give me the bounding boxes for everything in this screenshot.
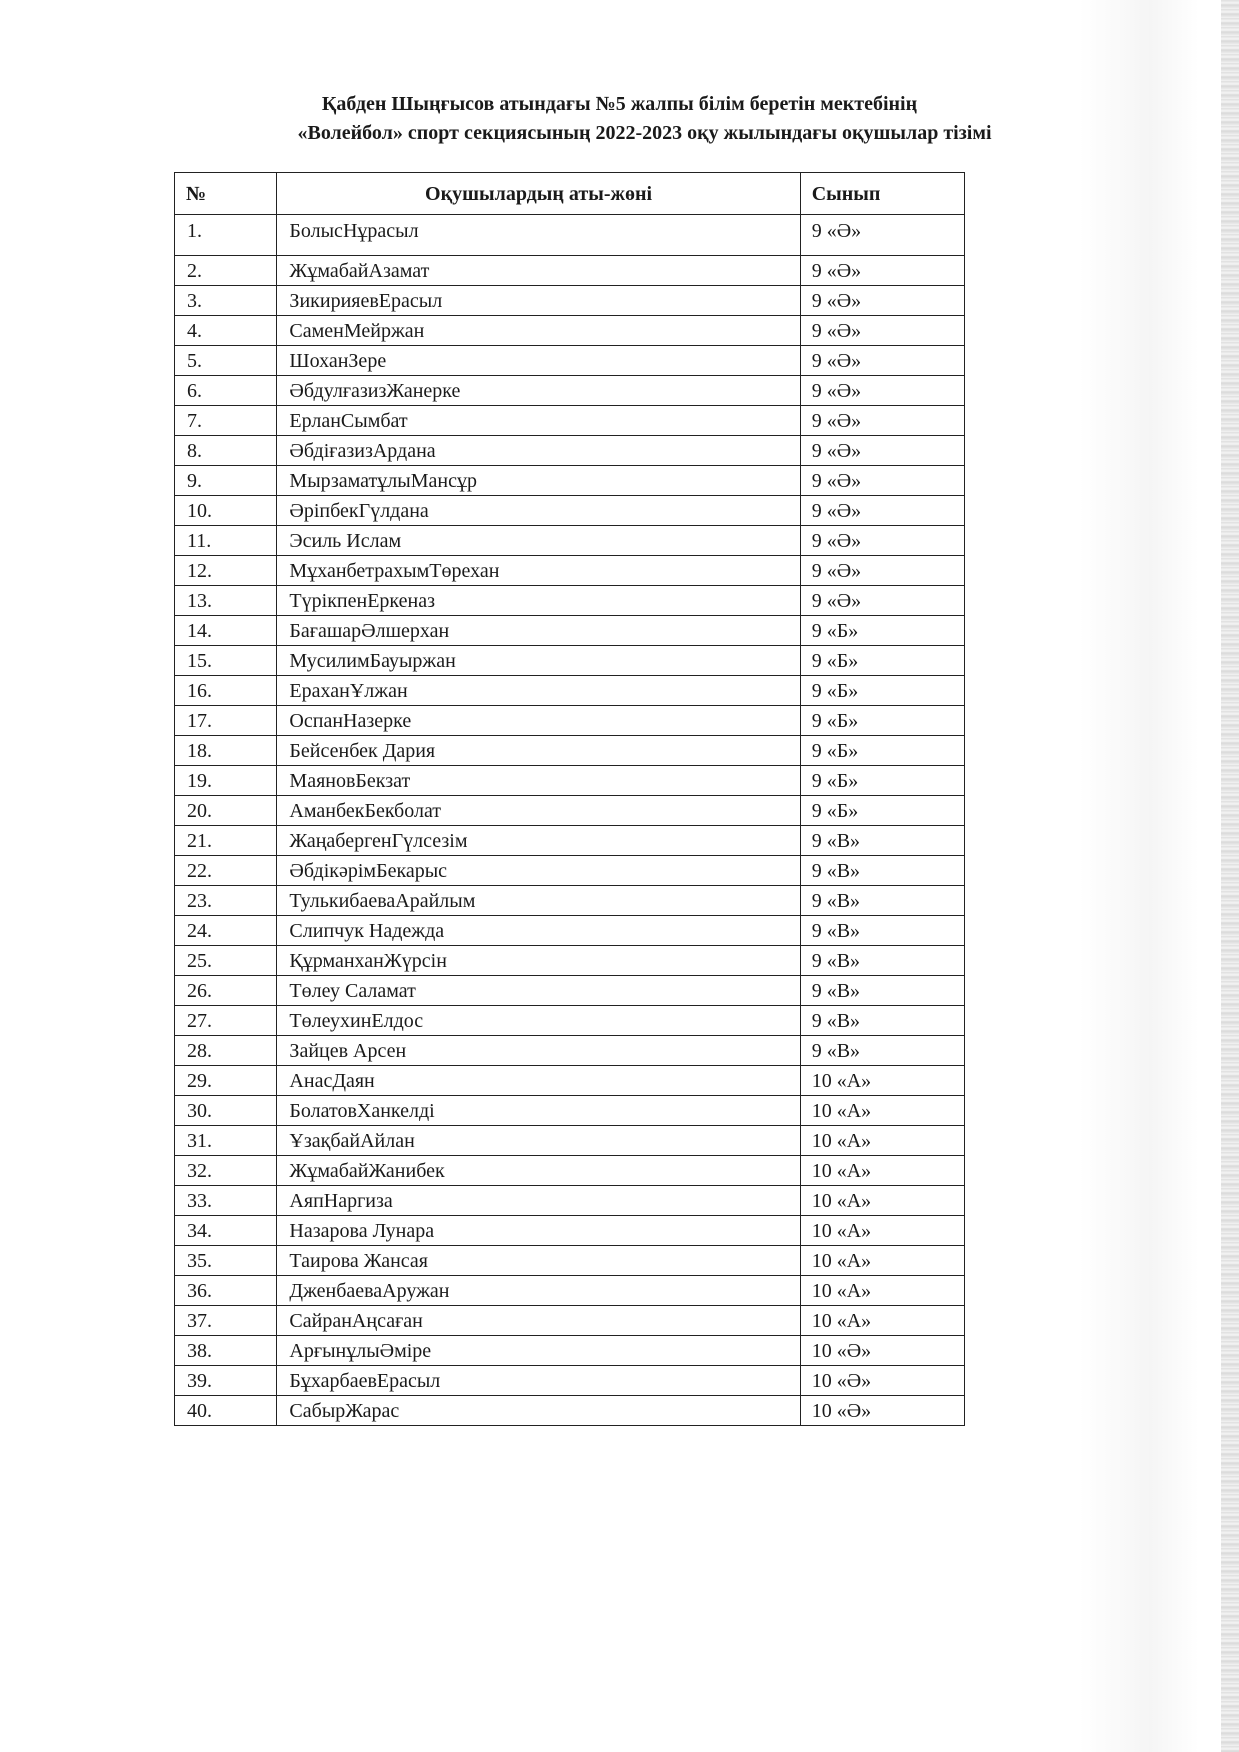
student-name: ТүрікпенЕркеназ xyxy=(277,586,800,616)
student-name: Зайцев Арсен xyxy=(277,1036,800,1066)
student-class: 9 «В» xyxy=(800,976,964,1006)
student-class: 10 «Ә» xyxy=(800,1336,964,1366)
row-number: 21. xyxy=(175,826,277,856)
student-name: ҚұрманханЖүрсін xyxy=(277,946,800,976)
row-number: 13. xyxy=(175,586,277,616)
row-number: 40. xyxy=(175,1396,277,1426)
row-number: 11. xyxy=(175,526,277,556)
student-class: 9 «Ә» xyxy=(800,316,964,346)
student-class: 9 «Ә» xyxy=(800,406,964,436)
table-row xyxy=(175,1216,965,1246)
row-number: 2. xyxy=(175,256,277,286)
student-name: ТөлеухинЕлдос xyxy=(277,1006,800,1036)
student-name: ӘбдікәрімБекарыс xyxy=(277,856,800,886)
row-number: 37. xyxy=(175,1306,277,1336)
student-name: ТулькибаеваАрайлым xyxy=(277,886,800,916)
table-row xyxy=(175,826,965,856)
table-row xyxy=(175,1096,965,1126)
student-class: 9 «В» xyxy=(800,826,964,856)
row-number: 24. xyxy=(175,916,277,946)
row-number: 27. xyxy=(175,1006,277,1036)
student-class: 9 «Б» xyxy=(800,616,964,646)
student-class: 9 «Ә» xyxy=(800,556,964,586)
table-row xyxy=(175,676,965,706)
student-class: 9 «Б» xyxy=(800,706,964,736)
student-class: 9 «Б» xyxy=(800,676,964,706)
student-name: МырзаматұлыМансұр xyxy=(277,466,800,496)
table-row xyxy=(175,1246,965,1276)
student-name: ШоханЗере xyxy=(277,346,800,376)
table-row xyxy=(175,1036,965,1066)
student-name: СайранАңсаған xyxy=(277,1306,800,1336)
student-class: 9 «Ә» xyxy=(800,376,964,406)
table-row xyxy=(175,286,965,316)
row-number: 29. xyxy=(175,1066,277,1096)
student-class: 9 «Ә» xyxy=(800,496,964,526)
student-class: 10 «А» xyxy=(800,1096,964,1126)
student-name: ӘбдулғазизЖанерке xyxy=(277,376,800,406)
scan-shadow xyxy=(1079,0,1199,1752)
table-body xyxy=(175,215,965,1426)
student-class: 9 «Б» xyxy=(800,646,964,676)
row-number: 17. xyxy=(175,706,277,736)
student-class: 9 «Ә» xyxy=(800,586,964,616)
row-number: 33. xyxy=(175,1186,277,1216)
student-class: 9 «Ә» xyxy=(800,256,964,286)
student-name: БұхарбаевЕрасыл xyxy=(277,1366,800,1396)
student-class: 10 «Ә» xyxy=(800,1396,964,1426)
student-name: Таирова Жансая xyxy=(277,1246,800,1276)
student-class: 9 «Ә» xyxy=(800,346,964,376)
table-row xyxy=(175,616,965,646)
row-number: 38. xyxy=(175,1336,277,1366)
table-row xyxy=(175,1396,965,1426)
header-name: Оқушылардың аты-жөні xyxy=(277,173,800,215)
table-row xyxy=(175,1186,965,1216)
row-number: 36. xyxy=(175,1276,277,1306)
student-name: ЕраханҰлжан xyxy=(277,676,800,706)
student-class: 9 «Ә» xyxy=(800,466,964,496)
student-name: БолысНұрасыл xyxy=(277,215,800,256)
student-class: 9 «Ә» xyxy=(800,286,964,316)
row-number: 18. xyxy=(175,736,277,766)
table-row xyxy=(175,856,965,886)
student-name: АяпНаргиза xyxy=(277,1186,800,1216)
student-name: БағашарӘлшерхан xyxy=(277,616,800,646)
table-row xyxy=(175,796,965,826)
student-name: Назарова Лунара xyxy=(277,1216,800,1246)
table-row xyxy=(175,586,965,616)
student-name: ЖұмабайЖанибек xyxy=(277,1156,800,1186)
student-class: 9 «В» xyxy=(800,916,964,946)
table-row xyxy=(175,1306,965,1336)
row-number: 26. xyxy=(175,976,277,1006)
student-name: СаменМейржан xyxy=(277,316,800,346)
table-row xyxy=(175,886,965,916)
row-number: 10. xyxy=(175,496,277,526)
student-name: СабырЖарас xyxy=(277,1396,800,1426)
student-name: АманбекБекболат xyxy=(277,796,800,826)
student-name: МаяновБекзат xyxy=(277,766,800,796)
student-name: ДженбаеваАружан xyxy=(277,1276,800,1306)
table-row xyxy=(175,346,965,376)
header-number: № xyxy=(175,173,277,215)
row-number: 19. xyxy=(175,766,277,796)
table-row xyxy=(175,316,965,346)
row-number: 5. xyxy=(175,346,277,376)
student-class: 10 «А» xyxy=(800,1156,964,1186)
row-number: 34. xyxy=(175,1216,277,1246)
table-row xyxy=(175,1126,965,1156)
row-number: 1. xyxy=(175,215,277,256)
row-number: 3. xyxy=(175,286,277,316)
table-row xyxy=(175,466,965,496)
student-name: ӘбдіғазизАрдана xyxy=(277,436,800,466)
student-class: 9 «В» xyxy=(800,1006,964,1036)
student-class: 10 «Ә» xyxy=(800,1366,964,1396)
student-name: ЗикирияевЕрасыл xyxy=(277,286,800,316)
table-row xyxy=(175,526,965,556)
student-class: 10 «А» xyxy=(800,1186,964,1216)
student-class: 10 «А» xyxy=(800,1306,964,1336)
table-row xyxy=(175,496,965,526)
student-name: Төлеу Саламат xyxy=(277,976,800,1006)
table-row xyxy=(175,406,965,436)
title-line-1: Қабден Шыңғысов атындағы №5 жалпы білім беретін мектебінің xyxy=(321,93,918,115)
row-number: 28. xyxy=(175,1036,277,1066)
student-class: 9 «Б» xyxy=(800,766,964,796)
table-row xyxy=(175,1156,965,1186)
student-class: 9 «В» xyxy=(800,856,964,886)
table-row xyxy=(175,1336,965,1366)
table-row xyxy=(175,916,965,946)
row-number: 9. xyxy=(175,466,277,496)
row-number: 23. xyxy=(175,886,277,916)
student-roster-table xyxy=(174,172,965,1426)
header-class: Сынып xyxy=(800,173,964,215)
row-number: 14. xyxy=(175,616,277,646)
row-number: 32. xyxy=(175,1156,277,1186)
student-name: ҰзақбайАйлан xyxy=(277,1126,800,1156)
table-header-row xyxy=(175,173,965,215)
row-number: 15. xyxy=(175,646,277,676)
table-row xyxy=(175,376,965,406)
row-number: 39. xyxy=(175,1366,277,1396)
student-class: 10 «А» xyxy=(800,1276,964,1306)
row-number: 25. xyxy=(175,946,277,976)
table-row xyxy=(175,766,965,796)
student-name: БолатовХанкелді xyxy=(277,1096,800,1126)
row-number: 31. xyxy=(175,1126,277,1156)
student-class: 9 «В» xyxy=(800,946,964,976)
student-class: 9 «Б» xyxy=(800,736,964,766)
table-row xyxy=(175,706,965,736)
student-class: 10 «А» xyxy=(800,1246,964,1276)
student-name: ЖұмабайАзамат xyxy=(277,256,800,286)
table-row xyxy=(175,1066,965,1096)
row-number: 30. xyxy=(175,1096,277,1126)
row-number: 20. xyxy=(175,796,277,826)
scan-edge-noise xyxy=(1221,0,1239,1752)
student-class: 10 «А» xyxy=(800,1126,964,1156)
table-row xyxy=(175,946,965,976)
student-name: Эсиль Ислам xyxy=(277,526,800,556)
student-class: 10 «А» xyxy=(800,1066,964,1096)
table-row xyxy=(175,215,965,256)
row-number: 4. xyxy=(175,316,277,346)
table-row xyxy=(175,256,965,286)
table-row xyxy=(175,436,965,466)
row-number: 6. xyxy=(175,376,277,406)
table-row xyxy=(175,556,965,586)
title-line-2: «Волейбол» спорт секциясының 2022-2023 оқу жылындағы оқушылар тізімі xyxy=(297,122,992,144)
student-class: 9 «В» xyxy=(800,1036,964,1066)
student-name: ОспанНазерке xyxy=(277,706,800,736)
table-row xyxy=(175,1366,965,1396)
table-row xyxy=(175,1276,965,1306)
student-class: 9 «В» xyxy=(800,886,964,916)
student-class: 10 «А» xyxy=(800,1216,964,1246)
student-name: МусилимБауыржан xyxy=(277,646,800,676)
student-name: ЕрланСымбат xyxy=(277,406,800,436)
row-number: 12. xyxy=(175,556,277,586)
table-row xyxy=(175,736,965,766)
student-class: 9 «Б» xyxy=(800,796,964,826)
student-name: МұханбетрахымТөрехан xyxy=(277,556,800,586)
student-class: 9 «Ә» xyxy=(800,215,964,256)
student-name: АрғынұлыӘміре xyxy=(277,1336,800,1366)
student-class: 9 «Ә» xyxy=(800,526,964,556)
table-row xyxy=(175,1006,965,1036)
row-number: 22. xyxy=(175,856,277,886)
student-name: АнасДаян xyxy=(277,1066,800,1096)
document-title xyxy=(0,90,1239,148)
student-name: Бейсенбек Дария xyxy=(277,736,800,766)
student-class: 9 «Ә» xyxy=(800,436,964,466)
student-name: ЖаңабергенГүлсезім xyxy=(277,826,800,856)
row-number: 35. xyxy=(175,1246,277,1276)
row-number: 8. xyxy=(175,436,277,466)
row-number: 16. xyxy=(175,676,277,706)
row-number: 7. xyxy=(175,406,277,436)
student-name: Слипчук Надежда xyxy=(277,916,800,946)
table-row xyxy=(175,976,965,1006)
student-name: ӘріпбекГүлдана xyxy=(277,496,800,526)
table-row xyxy=(175,646,965,676)
